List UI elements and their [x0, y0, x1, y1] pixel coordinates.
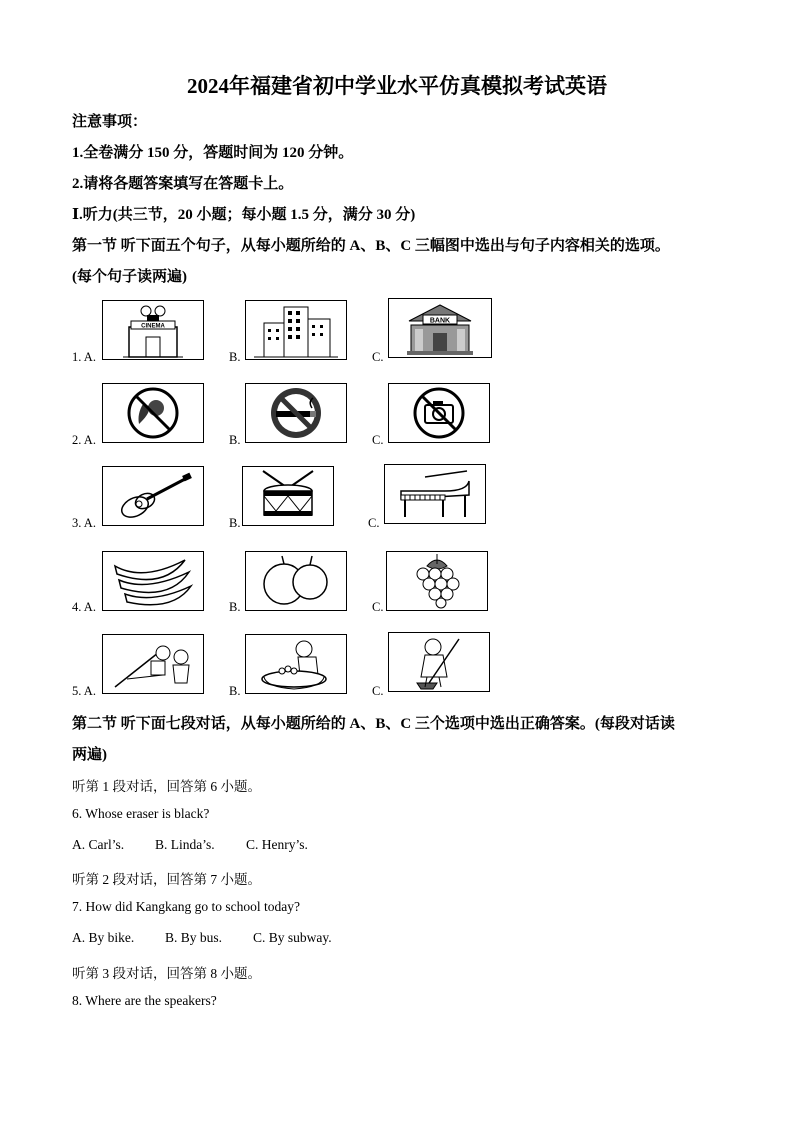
question-text: 7. How did Kangkang go to school today? [72, 899, 300, 914]
option-label: B. [229, 684, 241, 698]
dialogue-intro: 听第 1 段对话，回答第 6 小题。 [72, 779, 261, 794]
notice-item-2: 2.请将各题答案填写在答题卡上。 [72, 176, 294, 192]
no-eating-icon [102, 383, 204, 443]
bank-sign-text: BANK [429, 317, 451, 325]
bananas-icon [102, 551, 204, 611]
option-label: B. [229, 433, 241, 447]
answer-option: A. By bike. [72, 930, 135, 945]
answer-option: C. By subway. [253, 930, 332, 945]
option-label: C. [372, 600, 384, 614]
apples-icon [245, 551, 347, 611]
option-label: B. [229, 600, 241, 614]
boy-washing-icon [245, 634, 347, 694]
question-text: 8. Where are the speakers? [72, 993, 217, 1008]
dialogue-intro: 听第 3 段对话，回答第 8 小题。 [72, 966, 261, 981]
answer-option: A. Carl’s. [72, 837, 125, 852]
question-text: 6. Whose eraser is black? [72, 806, 210, 821]
no-camera-icon [388, 383, 490, 443]
part2-instruction: 第二节 听下面七段对话，从每小题所给的 A、B、C 三个选项中选出正确答案。(每段对话读 [72, 716, 675, 732]
section-heading: Ⅰ.听力(共三节，20 小题；每小题 1.5 分，满分 30 分) [72, 207, 416, 223]
dialogue-intro: 听第 2 段对话，回答第 7 小题。 [72, 872, 261, 887]
option-label: B. [229, 350, 241, 364]
option-label: C. [372, 350, 384, 364]
option-label: 3. A. [72, 516, 96, 530]
answer-option: C. Henry’s. [246, 837, 308, 852]
grapes-icon [386, 551, 488, 611]
no-smoking-icon [245, 383, 347, 443]
bank-icon [388, 298, 492, 358]
guitar-icon [102, 466, 204, 526]
cinema-icon [102, 300, 204, 360]
notice-heading: 注意事项： [72, 114, 148, 130]
part1-instruction-cont: (每个句子读两遍) [72, 269, 187, 285]
part2-instruction-cont: 两遍) [72, 747, 107, 763]
cinema-sign-text: CINEMA [141, 323, 165, 330]
office-building-icon [245, 300, 347, 360]
girl-cleaning-icon [102, 634, 204, 694]
option-label: 1. A. [72, 350, 96, 364]
option-label: C. [368, 516, 380, 530]
option-label: 2. A. [72, 433, 96, 447]
drum-icon [242, 466, 334, 526]
girl-sweeping-icon [388, 632, 490, 692]
option-label: C. [372, 433, 384, 447]
answer-option: B. By bus. [165, 930, 223, 945]
option-label: 4. A. [72, 600, 96, 614]
piano-icon [384, 464, 486, 524]
part1-instruction: 第一节 听下面五个句子，从每小题所给的 A、B、C 三幅图中选出与句子内容相关的选项。 [72, 238, 670, 254]
notice-item-1: 1.全卷满分 150 分，答题时间为 120 分钟。 [72, 145, 354, 161]
option-label: B. [229, 516, 241, 530]
option-label: 5. A. [72, 684, 96, 698]
answer-option: B. Linda’s. [155, 837, 215, 852]
page-title: 2024年福建省初中学业水平仿真模拟考试英语 [187, 74, 607, 98]
option-label: C. [372, 684, 384, 698]
